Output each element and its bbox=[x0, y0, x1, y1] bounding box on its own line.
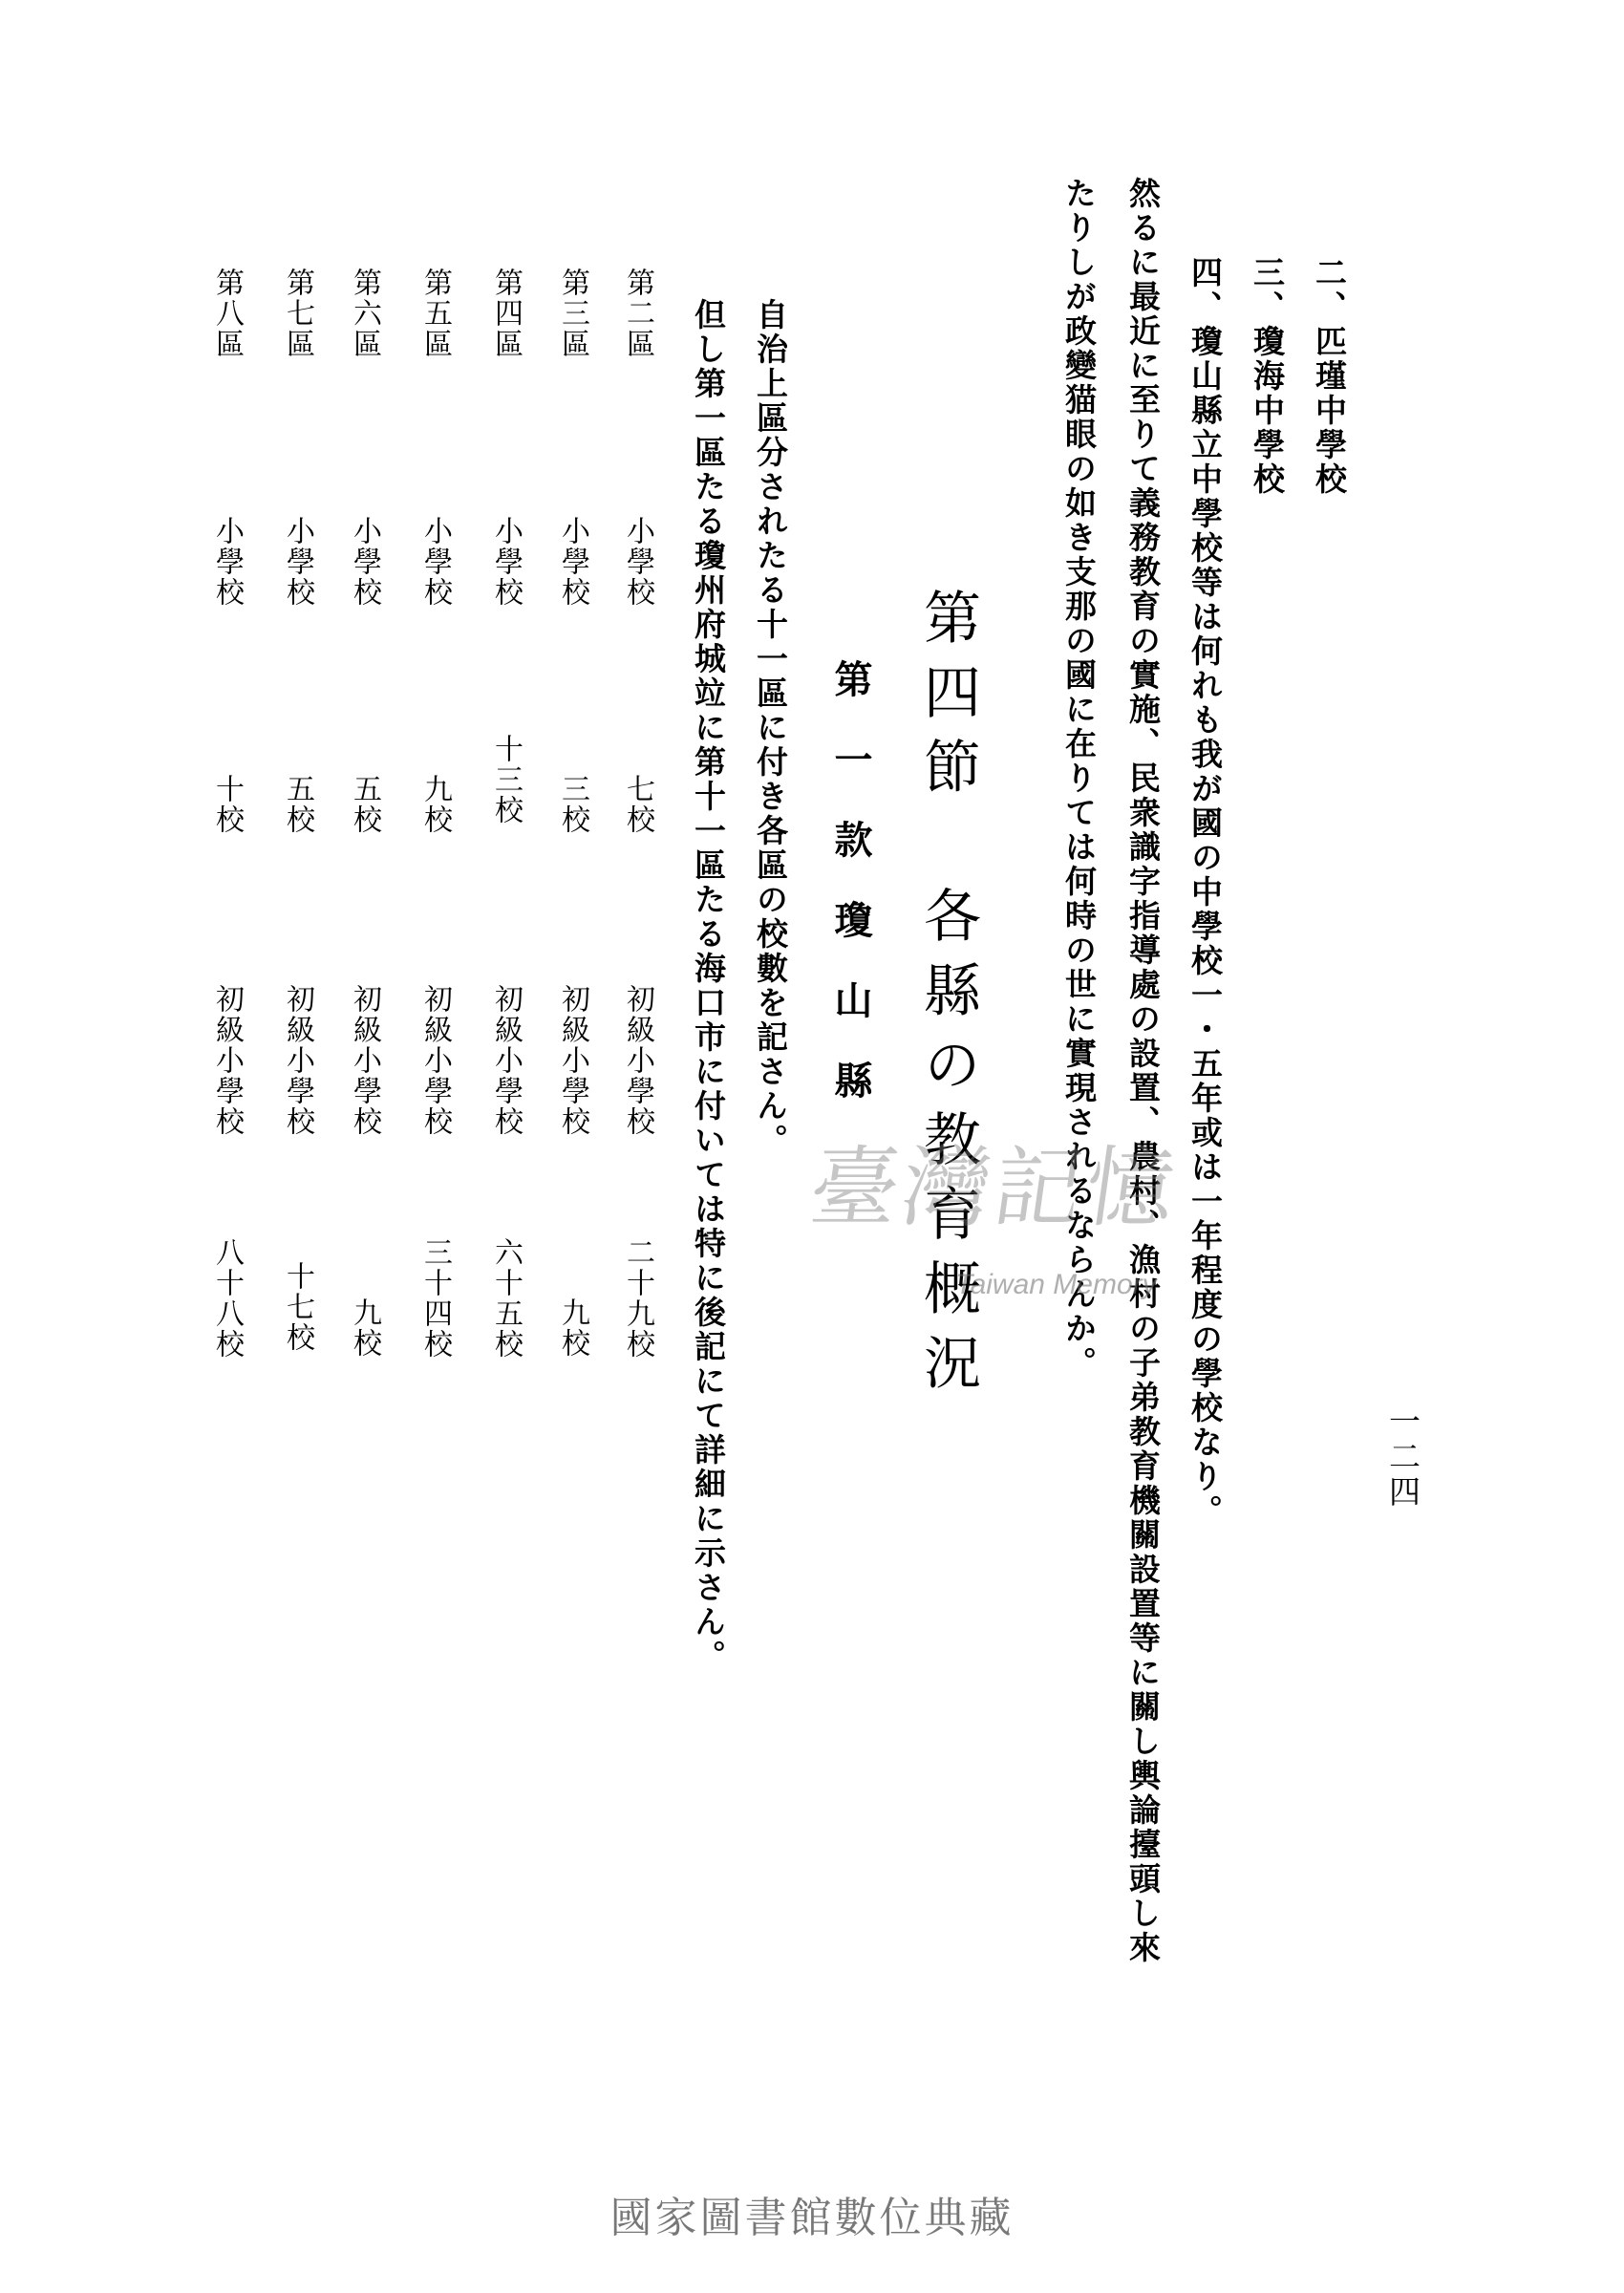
page-number: 一二四 bbox=[1384, 1404, 1421, 1511]
paragraph-line-1: 然るに最近に至りて義務教育の實施、民衆識字指導處の設置、農村、漁村の子弟教育機關設置等に關し輿論擡頭し來 bbox=[1124, 177, 1162, 1965]
district-elementary-label: 初級小學校 bbox=[489, 984, 523, 1137]
school-item-3: 三、瓊海中學校 bbox=[1249, 256, 1286, 497]
district-primary-count: 三校 bbox=[556, 774, 589, 835]
district-primary-count: 十三校 bbox=[489, 734, 523, 825]
district-elementary-label: 初級小學校 bbox=[418, 984, 452, 1137]
district-primary-count: 五校 bbox=[348, 774, 381, 835]
paragraph-line-2: たりしが政變猫眼の如き支那の國に在りては何時の世に實現されるならんか。 bbox=[1060, 177, 1098, 1381]
district-primary-count: 五校 bbox=[281, 774, 314, 835]
district-elementary-label: 初級小學校 bbox=[621, 984, 654, 1137]
intro-line-2: 但し第一區たる瓊州府城竝に第十一區たる海口市に付いては特に後記にて詳細に示さん。 bbox=[690, 298, 727, 1674]
district-elementary-label: 初級小學校 bbox=[556, 984, 589, 1137]
school-item-4: 四、瓊山縣立中學校等は何れも我が國の中學校一・五年或は一年程度の學校なり。 bbox=[1186, 256, 1224, 1529]
district-elementary-count: 八十八校 bbox=[210, 1237, 244, 1360]
district-name: 第三區 bbox=[556, 268, 589, 359]
watermark-logo: 臺灣記憶 bbox=[803, 1137, 1186, 1239]
section-title: 第四節 各縣の教育概況 bbox=[914, 588, 981, 1407]
district-name: 第六區 bbox=[348, 268, 381, 359]
district-primary-label: 小學校 bbox=[281, 516, 314, 608]
watermark-text: Taiwan Memory bbox=[955, 1269, 1157, 1300]
district-name: 第七區 bbox=[281, 268, 314, 359]
district-elementary-count: 九校 bbox=[348, 1297, 381, 1359]
district-elementary-label: 初級小學校 bbox=[348, 984, 381, 1137]
district-primary-label: 小學校 bbox=[210, 516, 244, 608]
district-name: 第五區 bbox=[418, 268, 452, 359]
intro-line-1: 自治上區分されたる十一區に付き各區の校數を記さん。 bbox=[752, 298, 789, 1158]
school-item-2: 二、匹瑾中學校 bbox=[1311, 256, 1348, 497]
district-elementary-count: 六十五校 bbox=[489, 1237, 523, 1360]
district-primary-label: 小學校 bbox=[621, 516, 654, 608]
district-elementary-count: 三十四校 bbox=[418, 1237, 452, 1360]
subsection-title: 第一款瓊山縣 bbox=[828, 659, 873, 1141]
district-name: 第二區 bbox=[621, 268, 654, 359]
footer-credit: 國家圖書館數位典藏 bbox=[609, 2194, 1015, 2242]
district-primary-label: 小學校 bbox=[489, 516, 523, 608]
district-elementary-count: 九校 bbox=[556, 1297, 589, 1359]
district-elementary-label: 初級小學校 bbox=[210, 984, 244, 1137]
district-elementary-label: 初級小學校 bbox=[281, 984, 314, 1137]
district-elementary-count: 十七校 bbox=[281, 1261, 314, 1353]
district-primary-label: 小學校 bbox=[556, 516, 589, 608]
district-primary-count: 七校 bbox=[621, 774, 654, 835]
district-primary-count: 十校 bbox=[210, 774, 244, 835]
district-primary-label: 小學校 bbox=[418, 516, 452, 608]
district-elementary-count: 二十九校 bbox=[621, 1237, 654, 1360]
district-name: 第四區 bbox=[489, 268, 523, 359]
district-primary-count: 九校 bbox=[418, 774, 452, 835]
district-name: 第八區 bbox=[210, 268, 244, 359]
district-primary-label: 小學校 bbox=[348, 516, 381, 608]
